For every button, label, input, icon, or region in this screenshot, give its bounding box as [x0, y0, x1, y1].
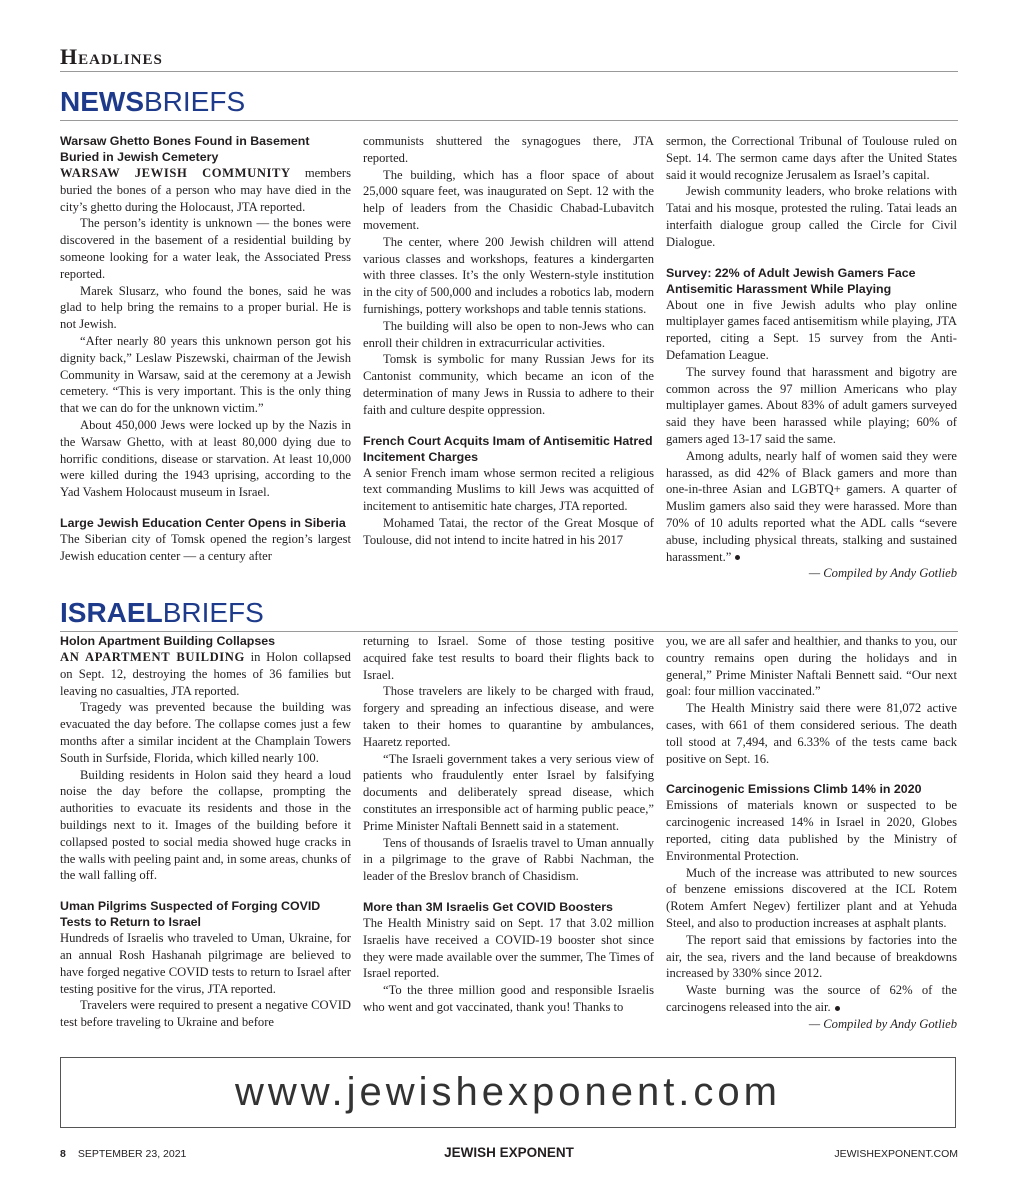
article-lead-paragraph — [60, 649, 351, 699]
article-paragraph: The building will also be open to non-Jews who can enroll their children in extracurricular activities. — [363, 318, 654, 350]
lead-paragraph-text: members buried the bones of a person who may have died in the city’s ghetto during the Holocaust, JTA reported. — [60, 166, 352, 214]
lead-in-caps: WARSAW JEWISH COMMUNITY — [60, 166, 291, 180]
byline-credit: — Compiled by Andy Gotlieb — [808, 1016, 957, 1031]
page-number: 8 — [60, 1148, 66, 1160]
israel-column-3 — [666, 633, 957, 1033]
end-of-story-bullet-icon — [735, 555, 740, 560]
lead-paragraph-text: in Holon collapsed on Sept. 12, destroying the homes of 36 families but leaving no casualties, JTA reported. — [60, 650, 351, 698]
news-column-3 — [666, 133, 957, 582]
article-paragraph: Mohamed Tatai, the rector of the Great Mosque of Toulouse, did not intend to incite hatred in his 2017 — [363, 515, 654, 547]
israel-column-2 — [363, 633, 654, 1016]
article-paragraph: The building, which has a floor space of about 25,000 square feet, was inaugurated on Sept. 12 with the help of leaders from the Chasidic Chabad-Lubavitch movement. — [363, 167, 654, 232]
news-briefs-rule — [60, 120, 958, 121]
article-paragraph: The report said that emissions by factories into the air, the sea, rivers and the land because of breakdowns increased by 330% since 2012. — [666, 932, 957, 981]
article-paragraph: The Siberian city of Tomsk opened the region’s largest Jewish education center — a century after — [60, 531, 351, 563]
paragraph-spacer — [666, 767, 957, 781]
israel-briefs-title-bold: ISRAEL — [60, 597, 163, 628]
byline-credit: — Compiled by Andy Gotlieb — [808, 566, 957, 581]
news-briefs-title-bold: NEWS — [60, 86, 144, 117]
article-paragraph: communists shuttered the synagogues there, JTA reported. — [363, 134, 654, 165]
article-paragraph: About 450,000 Jews were locked up by the Nazis in the Warsaw Ghetto, with at least 80,000 dying due to horrific conditions, disease or starvation. At least 10,000 were killed during the 1943 uprising, according to the Yad Vashem Holocaust museum in Israel. — [60, 417, 351, 500]
publication-name: JEWISH EXPONENT — [444, 1145, 574, 1160]
article-paragraph — [666, 982, 957, 1016]
article-paragraph: The center, where 200 Jewish children will attend various classes and workshops, features a kindergarten with three classes. It’s the only Western-style institution in the city of 500,000 and includes a robotics lab, modern furnishings, pottery workshops and table tennis stations. — [363, 234, 654, 316]
paragraph-spacer — [666, 251, 957, 265]
israel-briefs-title-light: BRIEFS — [162, 597, 264, 628]
article-paragraph: Marek Slusarz, who found the bones, said he was glad to help bring the remains to a proper burial. He is not Jewish. — [60, 283, 351, 332]
paragraph-spacer — [60, 501, 351, 515]
article-headline: More than 3M Israelis Get COVID Boosters — [363, 899, 613, 914]
article-headline: Uman Pilgrims Suspected of Forging COVID Tests to Return to Israel — [60, 899, 321, 930]
article-paragraph: Building residents in Holon said they heard a loud noise the day before the collapse, prompting the authorities to evacuate its residents and those in the buildings next to it. Images of the building before it collapsed posted to social media showed huge cracks in the walls with peeling paint and, in some areas, chunks of the wall falling off. — [60, 767, 351, 883]
article-paragraph: About one in five Jewish adults who play online multiplayer games faced antisemitism while playing, JTA reported, citing a Sept. 15 survey from the Anti-Defamation League. — [666, 297, 957, 362]
article-headline: Large Jewish Education Center Opens in Siberia — [60, 515, 346, 530]
article-headline: Survey: 22% of Adult Jewish Gamers Face Antisemitic Harassment While Playing — [666, 265, 916, 296]
article-paragraph: Much of the increase was attributed to new sources of benzene emissions discovered at the ICL Rotem (Rotem Amfert Negev) fertilizer plant and at Yehuda Steel, and also to production increases at asphalt plants. — [666, 865, 957, 930]
article-paragraph: The Health Ministry said on Sept. 17 that 3.02 million Israelis have received a COVID-19 booster shot since they were made available over the summer, The Times of Israel reported. — [363, 915, 654, 981]
article-paragraph: Emissions of materials known or suspected to be carcinogenic increased 14% in Israel in 2020, Globes reported, citing data published by the Ministry of Environmental Protection. — [666, 798, 957, 863]
news-column-1 — [60, 133, 351, 565]
article-paragraph: The Health Ministry said there were 81,072 active cases, with 661 of them considered serious. The death toll stood at 7,494, and 6.33% of the tests came back positive on Sept. 16. — [666, 701, 957, 766]
article-paragraph: “The Israeli government takes a very serious view of patients who fraudulently enter Israel by falsifying documents and deliberately spread disease, which constitutes an irresponsible act of harming public peace,” Prime Minister Naftali Bennett said in a statement. — [363, 751, 654, 833]
news-column-2 — [363, 133, 654, 549]
article-paragraph: you, we are all safer and healthier, and thanks to you, our country remains open during the holidays and in general,” Prime Minister Naftali Bennett said. “Our next goal: four million vaccinated.” — [666, 634, 957, 699]
article-paragraph: The survey found that harassment and bigotry are common across the 97 million Americans who play multiplayer games. About 83% of adult gamers surveyed said they have been harassed while playing; 60% of gamers aged 13-17 said the same. — [666, 364, 957, 446]
article-paragraph: Tragedy was prevented because the building was evacuated the day before. The collapse comes just a few months after a similar incident at the Champlain Towers South in Surfside, Florida, which killed nearly 100. — [60, 700, 351, 765]
article-paragraph: Travelers were required to present a negative COVID test before traveling to Ukraine and before — [60, 998, 351, 1030]
article-paragraph: Tomsk is symbolic for many Russian Jews for its Cantonist community, which became an icon of the determination of many Jews in Russia to adhere to their faith and culture despite oppression. — [363, 352, 654, 417]
paragraph-spacer — [60, 884, 351, 898]
website-ad-url[interactable]: www.jewishexponent.com — [235, 1070, 781, 1114]
israel-briefs-title — [60, 599, 264, 627]
article-headline: Warsaw Ghetto Bones Found in Basement Buried in Jewish Cemetery — [60, 134, 310, 164]
news-briefs-title-light: BRIEFS — [144, 86, 246, 117]
article-paragraph: Hundreds of Israelis who traveled to Uman, Ukraine, for an annual Rosh Hashanah pilgrimage are believed to have forged negative COVID tests to return to Israel after testing positive for the virus, JTA reported. — [60, 931, 351, 996]
article-paragraph: returning to Israel. Some of those testing positive acquired fake test results to board their flights back to Israel. — [363, 634, 654, 682]
article-headline: French Court Acquits Imam of Antisemitic Hatred Incitement Charges — [363, 433, 653, 464]
article-lead-paragraph — [60, 165, 351, 215]
page-footer — [60, 1144, 958, 1164]
israel-briefs-rule — [60, 631, 958, 632]
article-paragraph: “To the three million good and responsible Israelis who went and got vaccinated, thank you! Thanks to — [363, 983, 654, 1014]
header-rule — [60, 71, 958, 72]
issue-date: SEPTEMBER 23, 2021 — [77, 1148, 187, 1160]
article-paragraph: “After nearly 80 years this unknown person got his dignity back,” Leslaw Piszewski, chairman of the Jewish Community in Warsaw, said at the ceremony at a Jewish cemetery. “This is very important. This is the only thing that we can do for the unknown victim.” — [60, 333, 351, 416]
paragraph-text: Among adults, nearly half of women said they were harassed, as did 42% of Black gamers and more than one-in-three Asian and LGBTQ+ gamers. A quarter of Muslim gamers also said they were harassed. More than 70% of 10 adults reported what the ADL calls “severe abuse, including physical threats, stalking and sustained harassment.” — [666, 448, 957, 564]
footer-website: JEWISHEXPONENT.COM — [834, 1148, 958, 1160]
israel-column-1 — [60, 633, 351, 1031]
article-paragraph: A senior French imam whose sermon recited a religious text commanding Muslims to kill Jews was acquitted of incitement to antisemitic hate charges, JTA reported. — [363, 465, 654, 514]
lead-in-caps: AN APARTMENT BUILDING — [60, 650, 245, 664]
article-paragraph: sermon, the Correctional Tribunal of Toulouse ruled on Sept. 14. The sermon came days after the United States said it would recognize Jerusalem as Israel’s capital. — [666, 134, 957, 182]
article-paragraph: The person’s identity is unknown — the bones were discovered in the basement of a residential building by someone looking for a water leak, the Associated Press reported. — [60, 216, 351, 281]
article-paragraph — [666, 448, 957, 566]
article-paragraph: Tens of thousands of Israelis travel to Uman annually in a pilgrimage to the grave of Rabbi Nachman, the leader of the Breslov branch of Chasidism. — [363, 835, 654, 884]
paragraph-spacer — [363, 885, 654, 899]
section-label: Headlines — [60, 44, 163, 69]
article-headline: Carcinogenic Emissions Climb 14% in 2020 — [666, 782, 922, 797]
paragraph-spacer — [363, 419, 654, 433]
end-of-story-bullet-icon — [835, 1006, 840, 1011]
article-headline: Holon Apartment Building Collapses — [60, 634, 276, 648]
news-briefs-title — [60, 88, 245, 116]
article-paragraph: Jewish community leaders, who broke relations with Tatai and his mosque, protested the ruling. Tatai leads an interfaith dialogue group called the Circle for Civil Dialogue. — [666, 184, 957, 249]
paragraph-text: Waste burning was the source of 62% of the carcinogens released into the air. — [666, 983, 957, 1014]
website-ad-box[interactable] — [60, 1057, 956, 1128]
article-paragraph: Those travelers are likely to be charged with fraud, forgery and spreading an infectious disease, and were taken to their homes to quarantine by ambulances, Haaretz reported. — [363, 684, 654, 749]
